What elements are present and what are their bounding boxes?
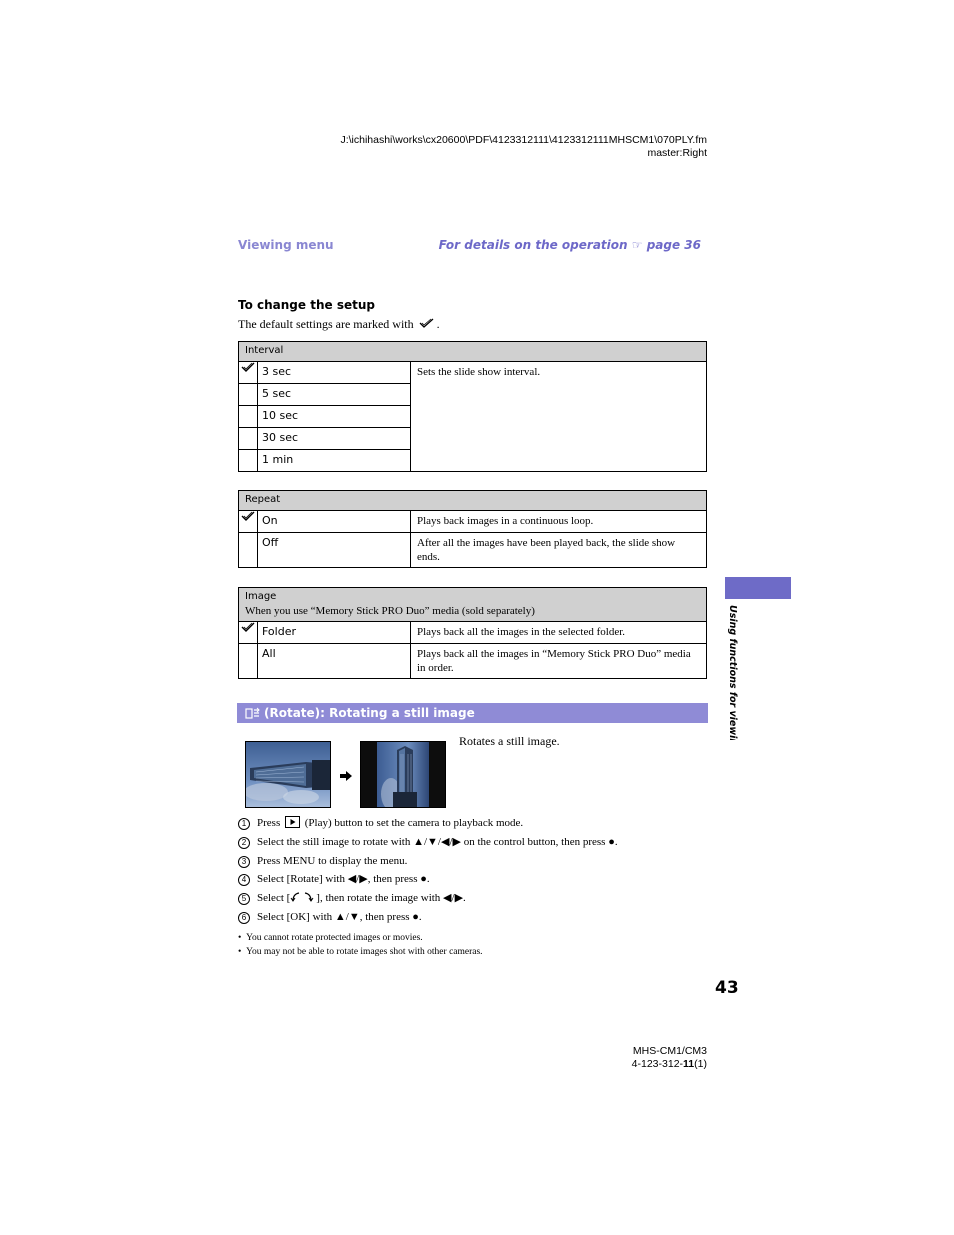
step-text: Press bbox=[257, 817, 281, 829]
default-check-cell bbox=[239, 622, 258, 644]
step-number: 3 bbox=[238, 856, 250, 868]
check-cell bbox=[239, 428, 258, 450]
rotate-menu-icon bbox=[245, 705, 260, 725]
step-number: 5 bbox=[238, 893, 250, 905]
side-label-text: Using functions for viewing bbox=[727, 605, 738, 740]
check-cell bbox=[239, 384, 258, 406]
page-ref: page 36 bbox=[646, 238, 701, 252]
rotate-section-title: (Rotate): Rotating a still image bbox=[264, 706, 475, 720]
model-code bbox=[632, 1058, 707, 1071]
image-table bbox=[238, 587, 707, 679]
interval-option: 5 sec bbox=[258, 384, 411, 406]
note-item: • You cannot rotate protected images or movies. bbox=[238, 933, 423, 943]
interval-description: Sets the slide show interval. bbox=[411, 362, 707, 472]
rotated-sideways-photo bbox=[245, 741, 331, 808]
check-cell bbox=[239, 406, 258, 428]
default-check-cell bbox=[239, 511, 258, 533]
note-text: You may not be able to rotate images shot with other cameras. bbox=[246, 947, 483, 957]
checkmark-icon bbox=[241, 622, 255, 633]
play-button-icon bbox=[285, 816, 300, 828]
step-text: Select the still image to rotate with ▲/▼/◀/▶ on the control button, then press ●. bbox=[257, 835, 618, 848]
rotate-section-banner bbox=[237, 703, 708, 723]
repeat-description: After all the images have been played back, the slide show ends. bbox=[411, 533, 707, 568]
check-cell bbox=[239, 644, 258, 679]
step-number: 2 bbox=[238, 837, 250, 849]
code-suffix: (1) bbox=[694, 1057, 707, 1070]
upright-photo bbox=[360, 741, 446, 808]
repeat-description: Plays back images in a continuous loop. bbox=[411, 511, 707, 533]
details-text: For details on the operation bbox=[438, 238, 628, 252]
code-prefix: 4-123-312- bbox=[631, 1057, 684, 1070]
step-text: Select [ bbox=[257, 892, 291, 905]
default-note bbox=[238, 317, 440, 332]
step-number: 6 bbox=[238, 912, 250, 924]
side-section-label bbox=[722, 605, 744, 740]
step-item bbox=[238, 814, 618, 833]
step-text: (Play) button to set the camera to playback mode. bbox=[304, 817, 524, 829]
image-option: All bbox=[258, 644, 411, 679]
repeat-option: On bbox=[258, 511, 411, 533]
rotate-arrows-icon bbox=[290, 892, 316, 904]
step-item bbox=[238, 852, 618, 871]
step-text: Select [Rotate] with ◀/▶, then press ●. bbox=[257, 873, 430, 886]
rotate-steps bbox=[238, 814, 618, 927]
model-name: MHS-CM1/CM3 bbox=[632, 1045, 707, 1057]
step-text: Select [OK] with ▲/▼, then press ●. bbox=[257, 910, 422, 923]
image-table-subtitle: When you use “Memory Stick PRO Duo” media (sold separately) bbox=[245, 605, 535, 617]
rotate-description: Rotates a still image. bbox=[459, 734, 560, 748]
interval-option: 3 sec bbox=[258, 362, 411, 384]
repeat-table bbox=[238, 490, 707, 568]
repeat-option: Off bbox=[258, 533, 411, 568]
note-text: You cannot rotate protected images or movies. bbox=[246, 933, 423, 943]
checkmark-icon bbox=[419, 318, 434, 329]
file-path-header bbox=[340, 134, 707, 159]
step-number: 4 bbox=[238, 874, 250, 886]
interval-option: 10 sec bbox=[258, 406, 411, 428]
interval-option: 30 sec bbox=[258, 428, 411, 450]
details-reference bbox=[439, 238, 701, 252]
section-title: Viewing menu bbox=[238, 238, 334, 252]
pointing-hand-icon: ☞ bbox=[631, 238, 643, 252]
interval-option: 1 min bbox=[258, 450, 411, 472]
notes-list bbox=[238, 931, 483, 959]
image-table-title: Image bbox=[245, 591, 277, 602]
interval-table bbox=[238, 341, 707, 472]
default-note-period: . bbox=[436, 317, 440, 331]
note-item: • You may not be able to rotate images shot with other cameras. bbox=[238, 947, 483, 957]
default-check-cell bbox=[239, 362, 258, 384]
master-label: master:Right bbox=[647, 146, 707, 159]
step-item bbox=[238, 870, 618, 889]
arrow-right-icon bbox=[340, 768, 352, 786]
step-text: Press MENU to display the menu. bbox=[257, 854, 408, 867]
image-description: Plays back all the images in the selected folder. bbox=[411, 622, 707, 644]
repeat-table-header: Repeat bbox=[239, 491, 707, 511]
check-cell bbox=[239, 450, 258, 472]
check-cell bbox=[239, 533, 258, 568]
step-item bbox=[238, 889, 618, 908]
file-path: J:\ichihashi\works\cx20600\PDF\4123312111\4123312111MHSCM1\070PLY.fm bbox=[340, 134, 707, 146]
interval-table-header: Interval bbox=[239, 342, 707, 362]
image-description: Plays back all the images in “Memory Stick PRO Duo” media in order. bbox=[411, 644, 707, 679]
step-number: 1 bbox=[238, 818, 250, 830]
footer-model-info bbox=[632, 1045, 707, 1070]
image-option: Folder bbox=[258, 622, 411, 644]
checkmark-icon bbox=[241, 362, 255, 373]
code-bold: 11 bbox=[683, 1057, 695, 1070]
image-table-header bbox=[239, 588, 707, 622]
page-number: 43 bbox=[715, 978, 739, 998]
default-note-text: The default settings are marked with bbox=[238, 317, 414, 331]
step-text: ], then rotate the image with ◀/▶. bbox=[316, 892, 466, 905]
setup-heading: To change the setup bbox=[238, 298, 375, 312]
step-item bbox=[238, 833, 618, 852]
section-side-tab bbox=[725, 577, 791, 599]
checkmark-icon bbox=[241, 511, 255, 522]
step-item bbox=[238, 908, 618, 927]
